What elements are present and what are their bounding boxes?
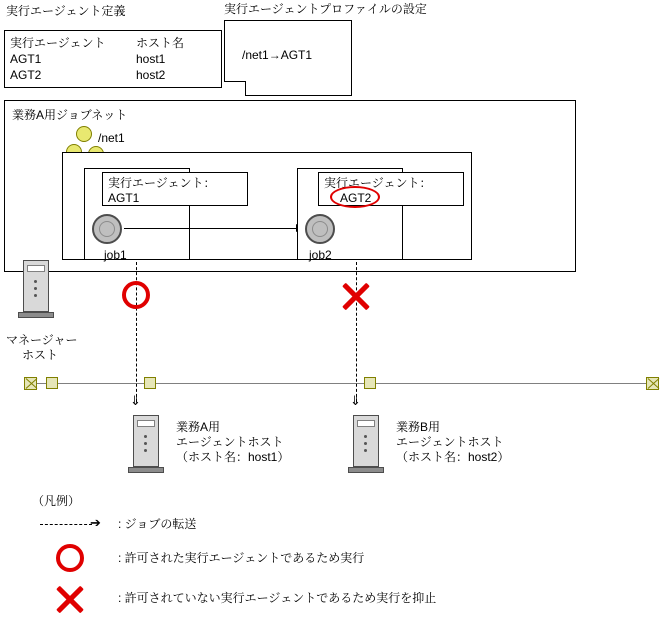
tower-indicator-3 [34, 294, 37, 297]
tower-base [18, 312, 54, 318]
group-node-icon-top [76, 126, 92, 142]
legend-allowed-text: : 許可された実行エージェントであるため実行 [118, 551, 365, 565]
network-tap-manager [46, 377, 58, 389]
network-tap-agent2 [364, 377, 376, 389]
tower-indicator-3 [144, 449, 147, 452]
job2-agent-label: 実行エージェント： [324, 176, 432, 190]
legend-denied-text: : 許可されていない実行エージェントであるため実行を抑止 [118, 591, 437, 605]
jobnet-title: 業務A用ジョブネット [12, 108, 128, 122]
tower-indicator-2 [144, 442, 147, 445]
network-terminator-right-icon [646, 377, 659, 390]
tower-drive-slot [137, 420, 155, 427]
agent1-host-label-line2: エージェントホスト [176, 435, 284, 449]
manager-host-label-line1: マネージャー [6, 333, 78, 347]
legend-allowed-circle-mark [56, 544, 84, 572]
agent-definition-header-agent: 実行エージェント [10, 36, 106, 50]
jobnet-group-label: /net1 [98, 131, 125, 145]
job2-name: job2 [309, 248, 332, 262]
tower-indicator-3 [364, 449, 367, 452]
agent1-host-label-line1: 業務A用 [176, 420, 221, 434]
tower-base [128, 467, 164, 473]
agent-definition-header-host: ホスト名 [136, 36, 185, 50]
tower-drive-slot [357, 420, 375, 427]
legend-transfer-arrow-head: ➔ [90, 515, 101, 530]
tower-indicator-2 [34, 287, 37, 290]
agent2-host-label-line2: エージェントホスト [396, 435, 504, 449]
job1-name: job1 [104, 248, 127, 262]
legend-transfer-dash-line [40, 524, 92, 525]
agent-definition-cell-agent-2: AGT2 [10, 68, 42, 82]
job2-agent-value: AGT2 [340, 191, 372, 205]
agent-definition-title: 実行エージェント定義 [6, 4, 126, 18]
note-fold-corner [224, 81, 246, 96]
manager-host-label-line2: ホスト [22, 348, 59, 362]
tower-drive-slot [27, 265, 45, 272]
agt2-highlight-ellipse [330, 186, 380, 208]
denied-cross-mark [341, 281, 371, 311]
agent-definition-cell-host-2: host2 [136, 68, 166, 82]
job-transfer-arrow-agent2: ⇓ [350, 393, 361, 408]
tower-indicator-1 [364, 435, 367, 438]
allowed-circle-mark [122, 281, 150, 309]
agent1-host-label-line3: （ホスト名：host1） [176, 450, 290, 464]
tower-base [348, 467, 384, 473]
tower-indicator-1 [144, 435, 147, 438]
job-flow-arrow-line [124, 228, 302, 229]
legend-transfer-text: : ジョブの転送 [118, 517, 197, 531]
network-bus-line [36, 383, 658, 384]
agent2-host-label-line1: 業務B用 [396, 420, 441, 434]
job1-agent-label: 実行エージェント： [108, 176, 216, 190]
tower-indicator-1 [34, 280, 37, 283]
job2-node-icon[interactable] [305, 214, 335, 244]
network-tap-agent1 [144, 377, 156, 389]
tower-indicator-2 [364, 442, 367, 445]
agent-profile-title: 実行エージェントプロファイルの設定 [224, 2, 427, 16]
agent-definition-cell-agent-1: AGT1 [10, 52, 42, 66]
job-transfer-arrow-agent1: ⇓ [130, 393, 141, 408]
legend-title: （凡例） [32, 494, 81, 508]
agent-definition-cell-host-1: host1 [136, 52, 166, 66]
agent-profile-note-text: /net1→AGT1 [242, 48, 313, 62]
agent2-host-label-line3: （ホスト名：host2） [396, 450, 510, 464]
legend-denied-cross-mark [55, 584, 85, 614]
job1-node-icon[interactable] [92, 214, 122, 244]
network-terminator-left-icon [24, 377, 37, 390]
job1-agent-value: AGT1 [108, 191, 140, 205]
